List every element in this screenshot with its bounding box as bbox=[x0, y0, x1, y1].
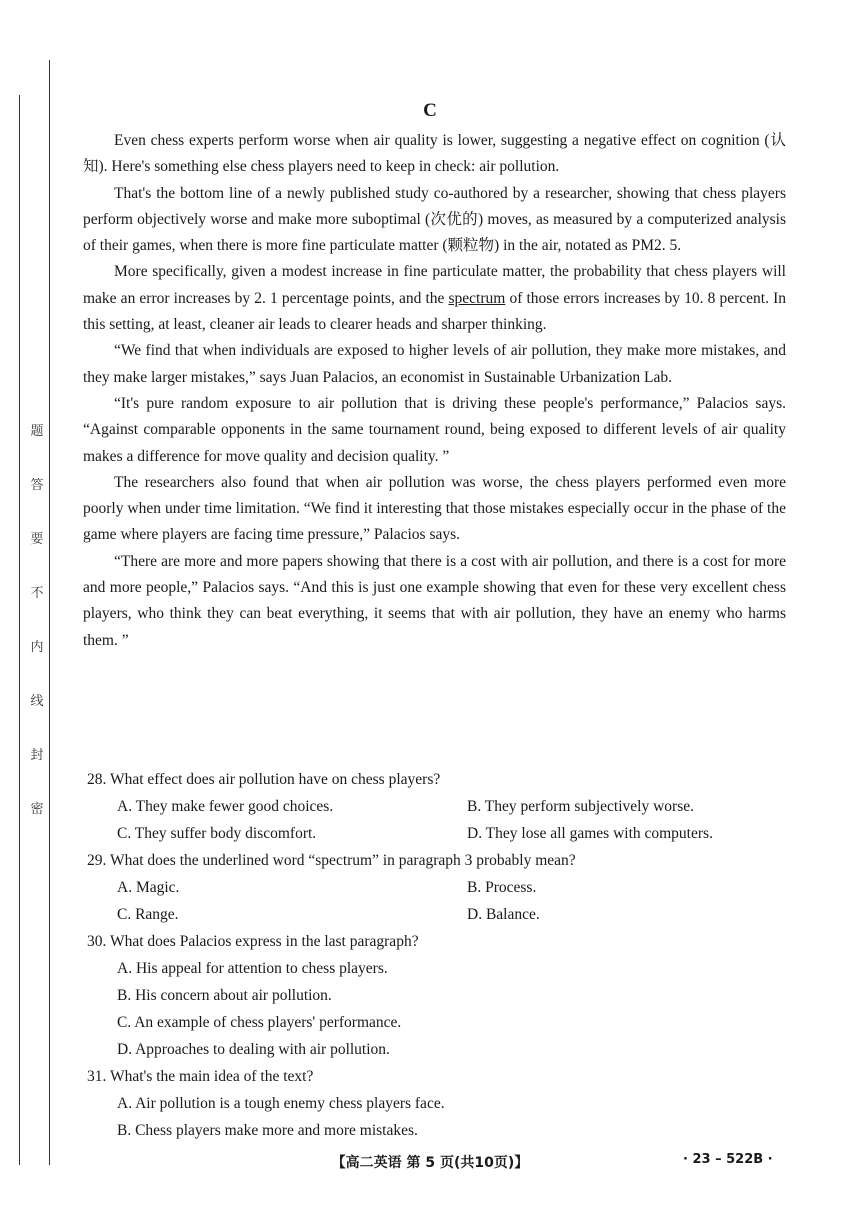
section-heading: C bbox=[423, 100, 437, 121]
binding-line-inner bbox=[49, 60, 50, 1165]
option-b: B. His concern about air pollution. bbox=[117, 987, 332, 1004]
paragraph-4: “We find that when individuals are exposed to higher levels of air pollution, they make more mistakes, and they make larger mistakes,” says Juan Palacios, an economist in Sustainable Urbanization Lab. bbox=[83, 342, 786, 386]
question-31 bbox=[87, 1063, 787, 1144]
question-stem: 28. What effect does air pollution have on chess players? bbox=[87, 771, 441, 788]
option-row bbox=[87, 874, 787, 901]
option-row bbox=[87, 901, 787, 928]
option-a: A. Air pollution is a tough enemy chess players face. bbox=[117, 1095, 445, 1112]
exam-code: · 23 – 522B · bbox=[683, 1152, 773, 1167]
question-stem: 30. What does Palacios express in the last paragraph? bbox=[87, 933, 419, 950]
margin-char: 内 bbox=[30, 640, 44, 655]
paragraph-1: Even chess experts perform worse when air quality is lower, suggesting a negative effect on cognition (认知). Here's something else chess players need to keep in check: air pollution. bbox=[83, 132, 786, 176]
paragraph-2: That's the bottom line of a newly published study co-authored by a researcher, showing that chess players perform objectively worse and make more suboptimal (次优的) moves, as measured by a computerized analysis of their games, when there is more fine particulate matter (颗粒物) in the air, notated as PM2. 5. bbox=[83, 184, 786, 255]
margin-char: 密 bbox=[30, 802, 44, 817]
option-d: D. Approaches to dealing with air pollution. bbox=[117, 1041, 390, 1058]
option-d: D. Balance. bbox=[467, 906, 540, 923]
option-c: C. An example of chess players' performance. bbox=[117, 1014, 402, 1031]
option-c: C. They suffer body discomfort. bbox=[117, 825, 317, 842]
margin-char: 答 bbox=[30, 478, 44, 493]
option-b: B. Chess players make more and more mistakes. bbox=[117, 1122, 418, 1139]
underlined-word: spectrum bbox=[448, 289, 506, 307]
question-29 bbox=[87, 847, 787, 928]
option-a: A. Magic. bbox=[117, 879, 180, 896]
margin-char: 要 bbox=[30, 532, 44, 547]
margin-char: 封 bbox=[30, 748, 44, 763]
option-row bbox=[87, 793, 787, 820]
option-b: B. They perform subjectively worse. bbox=[467, 798, 694, 815]
paragraph-3-part-1: More specifically, given a modest increase in fine particulate matter, the probability that chess players will make an error increases by 2. 1 percentage points, and the bbox=[83, 263, 786, 307]
option-a: A. His appeal for attention to chess players. bbox=[117, 960, 388, 977]
question-30 bbox=[87, 928, 787, 1063]
reading-passage bbox=[83, 128, 786, 654]
option-a: A. They make fewer good choices. bbox=[117, 798, 334, 815]
option-c: C. Range. bbox=[117, 906, 179, 923]
paragraph-3 bbox=[83, 259, 786, 338]
binding-line-outer bbox=[19, 95, 20, 1165]
paragraph-6: The researchers also found that when air pollution was worse, the chess players performed even more poorly when under time limitation. “We find it interesting that those mistakes especially occur in the phase of the game where players are facing time pressure,” Palacios says. bbox=[83, 473, 786, 544]
paragraph-5: “It's pure random exposure to air pollution that is driving these people's performance,” Palacios says. “Against comparable opponents in the same tournament round, being exposed to different levels of air quality makes a difference for move quality and decision quality. ” bbox=[83, 394, 786, 465]
paragraph-3-part-2: of those errors increases by 10. 8 percent. In this setting, at least, cleaner air leads to clearer heads and sharper thinking. bbox=[83, 289, 786, 334]
option-row bbox=[87, 820, 787, 847]
page-footer: 【高二英语 第 5 页(共10页)】 bbox=[331, 1155, 529, 1171]
margin-char: 题 bbox=[30, 424, 44, 439]
question-28 bbox=[87, 766, 787, 847]
margin-char: 线 bbox=[30, 694, 44, 709]
question-stem: 29. What does the underlined word “spectrum” in paragraph 3 probably mean? bbox=[87, 852, 576, 869]
option-b: B. Process. bbox=[467, 879, 537, 896]
margin-char: 不 bbox=[30, 586, 44, 601]
option-d: D. They lose all games with computers. bbox=[467, 825, 713, 842]
question-stem: 31. What's the main idea of the text? bbox=[87, 1068, 314, 1085]
question-list bbox=[87, 766, 787, 1144]
paragraph-7: “There are more and more papers showing that there is a cost with air pollution, and there is a cost for more and more people,” Palacios says. “And this is just one example showing that even for these very excellent chess players, who think they can beat everything, it seems that with air pollution, they have an enemy who harms them. ” bbox=[83, 552, 786, 649]
